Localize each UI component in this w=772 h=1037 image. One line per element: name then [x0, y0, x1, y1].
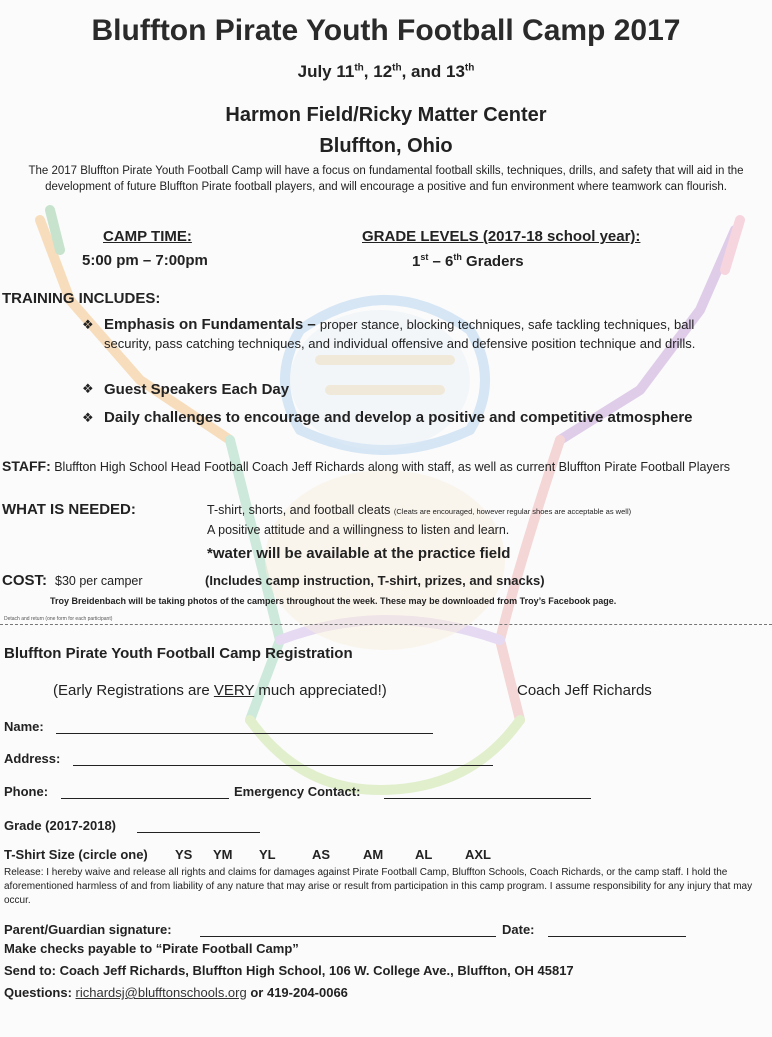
- address-field[interactable]: [73, 765, 493, 766]
- cut-line: [0, 624, 772, 625]
- bullet-icon: ❖: [82, 317, 94, 332]
- training-label: TRAINING INCLUDES:: [2, 290, 161, 307]
- phone-label: Phone:: [4, 784, 49, 799]
- emergency-contact-field[interactable]: [384, 798, 591, 799]
- size-option-am[interactable]: AM: [363, 847, 384, 862]
- photos-note: Troy Breidenbach will be taking photos of the campers throughout the week. These may be downloaded from Troy’s Facebook page.: [50, 596, 617, 606]
- location-city: Bluffton, Ohio: [319, 135, 453, 157]
- training-item-challenges: ❖ Daily challenges to encourage and develop a positive and competitive atmosphere: [104, 406, 714, 430]
- phone-field[interactable]: [61, 798, 229, 799]
- camp-dates: July 11th, 12th, and 13th: [297, 62, 475, 81]
- training-item-speakers: ❖ Guest Speakers Each Day: [82, 381, 290, 398]
- registration-heading: Bluffton Pirate Youth Football Camp Registration: [4, 645, 353, 662]
- signature-label: Parent/Guardian signature:: [4, 922, 172, 937]
- staff-section: STAFF: Bluffton High School Head Football Coach Jeff Richards along with staff, as well as current Bluffton Pirate Football Players: [2, 458, 731, 474]
- page-title: Bluffton Pirate Youth Football Camp 2017: [91, 14, 681, 47]
- needed-item-clothing: T-shirt, shorts, and football cleats (Cleats are encouraged, however regular shoes are acceptable as well): [207, 503, 632, 517]
- size-option-ys[interactable]: YS: [175, 847, 193, 862]
- bullet-icon: ❖: [82, 381, 94, 396]
- needed-item-attitude: A positive attitude and a willingness to listen and learn.: [207, 523, 510, 537]
- name-label: Name:: [4, 719, 44, 734]
- what-needed-label: WHAT IS NEEDED:: [2, 501, 136, 518]
- cost-label: COST:: [2, 572, 47, 589]
- grade-field[interactable]: [137, 832, 260, 833]
- size-option-ym[interactable]: YM: [213, 847, 233, 862]
- questions-line: Questions: richardsj@blufftonschools.org or 419-204-0066: [4, 985, 348, 1000]
- checks-payable: Make checks payable to “Pirate Football Camp”: [4, 941, 299, 956]
- send-to-address: Send to: Coach Jeff Richards, Bluffton High School, 106 W. College Ave., Bluffton, OH 45817: [4, 963, 574, 978]
- needed-item-water: *water will be available at the practice field: [207, 545, 511, 562]
- training-item-fundamentals: ❖ Emphasis on Fundamentals – proper stance, blocking techniques, safe tackling techniques, ball security, pass catching techniques, and individual offensive and defensive position technique and drills.: [82, 316, 696, 351]
- coach-name: Coach Jeff Richards: [517, 682, 652, 699]
- size-option-yl[interactable]: YL: [259, 847, 276, 862]
- bullet-icon: ❖: [82, 410, 94, 425]
- camp-time-value: 5:00 pm – 7:00pm: [82, 252, 208, 269]
- email-link[interactable]: richardsj@blufftonschools.org: [75, 985, 247, 1000]
- address-label: Address:: [4, 751, 61, 766]
- location-venue: Harmon Field/Ricky Matter Center: [225, 104, 547, 126]
- name-field[interactable]: [56, 733, 433, 734]
- signature-field[interactable]: [200, 936, 496, 937]
- size-option-axl[interactable]: AXL: [465, 847, 491, 862]
- cost-includes: (Includes camp instruction, T-shirt, prizes, and snacks): [205, 573, 545, 588]
- date-label: Date:: [502, 922, 535, 937]
- size-option-as[interactable]: AS: [312, 847, 331, 862]
- cost-value: $30 per camper: [55, 574, 143, 588]
- release-text: Release: I hereby waive and release all rights and claims for damages against Pirate Football Camp, Bluffton Schools, Coach Richards, or the camp staff. I hold the aforementioned harmless of and from liability of any nature that may arise or result from participation in this camp program. I assume responsibility for any injury that may occur.: [4, 867, 753, 906]
- tshirt-size-label: T-Shirt Size (circle one): [4, 847, 148, 862]
- grade-label: Grade (2017-2018): [4, 818, 117, 833]
- detach-note: Detach and return (one form for each participant): [4, 616, 113, 622]
- emergency-contact-label: Emergency Contact:: [234, 784, 361, 799]
- camp-time-label: CAMP TIME:: [103, 228, 192, 245]
- early-registration-note: (Early Registrations are VERY much appreciated!): [53, 682, 387, 699]
- grade-levels-label: GRADE LEVELS (2017-18 school year):: [362, 228, 641, 245]
- size-option-al[interactable]: AL: [415, 847, 433, 862]
- grade-levels-value: 1st – 6th Graders: [412, 252, 524, 270]
- date-field[interactable]: [548, 936, 686, 937]
- intro-paragraph: The 2017 Bluffton Pirate Youth Football Camp will have a focus on fundamental football skills, techniques, drills, and safety that will aid in the development of future Bluffton Pirate football players, and will encourage a positive and fun environment where teamwork can flourish.: [28, 165, 744, 193]
